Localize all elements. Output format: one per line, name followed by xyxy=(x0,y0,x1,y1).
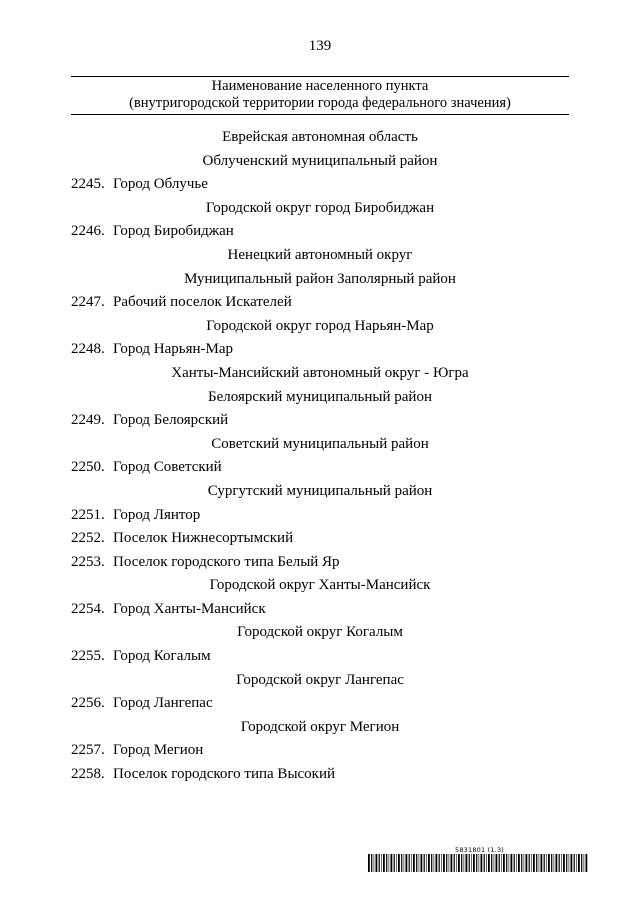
item-number: 2252. xyxy=(71,530,105,547)
list-item xyxy=(0,409,640,433)
list-item xyxy=(0,220,640,244)
item-name: Город Советский xyxy=(113,459,222,476)
region-heading-text: Советский муниципальный район xyxy=(211,435,429,452)
item-name: Поселок городского типа Белый Яр xyxy=(113,553,340,570)
item-number: 2253. xyxy=(71,553,105,570)
table-header xyxy=(71,76,569,115)
region-heading-text: Городской округ Когалым xyxy=(237,624,403,641)
list-item xyxy=(0,598,640,622)
header-line-2: (внутригородской территории города федерального значения) xyxy=(129,95,511,111)
region-heading-text: Ненецкий автономный округ xyxy=(227,246,413,263)
item-number: 2254. xyxy=(71,600,105,617)
list-item xyxy=(0,692,640,716)
region-heading xyxy=(0,315,640,339)
item-number: 2249. xyxy=(71,412,105,429)
region-heading-text: Городской округ Ханты-Мансийск xyxy=(209,577,431,594)
item-name: Город Лангепас xyxy=(113,695,213,712)
list-item xyxy=(0,645,640,669)
item-number: 2247. xyxy=(71,294,105,311)
region-heading-text: Еврейская автономная область xyxy=(222,129,418,145)
list-item xyxy=(0,527,640,551)
page-number: 139 xyxy=(308,38,332,54)
item-number: 2246. xyxy=(71,223,105,240)
item-name: Город Белоярский xyxy=(113,412,229,429)
settlement-list xyxy=(0,126,640,787)
region-heading xyxy=(0,197,640,221)
region-heading-text: Сургутский муниципальный район xyxy=(207,482,433,499)
item-number: 2245. xyxy=(71,176,105,193)
region-heading-text: Облученский муниципальный район xyxy=(202,152,438,169)
region-heading-text: Белоярский муниципальный район xyxy=(208,388,432,405)
item-name: Рабочий поселок Искателей xyxy=(113,294,292,311)
barcode-image xyxy=(368,854,590,872)
region-heading xyxy=(0,150,640,174)
region-heading xyxy=(0,574,640,598)
item-name: Поселок Нижнесортымский xyxy=(113,530,294,547)
item-name: Город Ханты-Мансийск xyxy=(113,600,266,617)
region-heading xyxy=(0,244,640,268)
region-heading xyxy=(0,362,640,386)
item-number: 2256. xyxy=(71,695,105,712)
list-item xyxy=(0,504,640,528)
list-item xyxy=(0,291,640,315)
list-item xyxy=(0,338,640,362)
region-heading xyxy=(0,669,640,693)
item-name: Город Облучье xyxy=(113,176,208,193)
region-heading-text: Ханты-Мансийский автономный округ - Югра xyxy=(171,364,469,381)
item-name: Поселок городского типа Высокий xyxy=(113,766,336,783)
item-name: Город Мегион xyxy=(113,742,204,759)
region-heading xyxy=(0,126,640,150)
region-heading xyxy=(0,433,640,457)
region-heading xyxy=(0,386,640,410)
list-item xyxy=(0,739,640,763)
region-heading-text: Городской округ Лангепас xyxy=(236,671,404,688)
list-item xyxy=(0,456,640,480)
region-heading-text: Городской округ город Нарьян-Мар xyxy=(206,317,434,334)
region-heading-text: Городской округ Мегион xyxy=(240,718,400,735)
region-heading xyxy=(0,480,640,504)
region-heading xyxy=(0,621,640,645)
item-number: 2248. xyxy=(71,341,105,358)
list-item xyxy=(0,551,640,575)
item-number: 2257. xyxy=(71,742,105,759)
region-heading-text: Городской округ город Биробиджан xyxy=(205,199,435,216)
item-name: Город Биробиджан xyxy=(113,223,234,240)
item-number: 2250. xyxy=(71,459,105,476)
item-name: Город Лянтор xyxy=(113,506,201,523)
region-heading xyxy=(0,268,640,292)
region-heading xyxy=(0,716,640,740)
item-name: Город Нарьян-Мар xyxy=(113,341,234,358)
item-number: 2251. xyxy=(71,506,105,523)
barcode-label: 5831801 (1.3) xyxy=(455,846,505,854)
header-line-1: Наименование населенного пункта xyxy=(211,78,429,94)
item-number: 2255. xyxy=(71,648,105,665)
item-name: Город Когалым xyxy=(113,648,211,665)
region-heading-text: Муниципальный район Заполярный район xyxy=(184,270,456,287)
item-number: 2258. xyxy=(71,766,105,783)
list-item xyxy=(0,173,640,197)
list-item xyxy=(0,763,640,787)
